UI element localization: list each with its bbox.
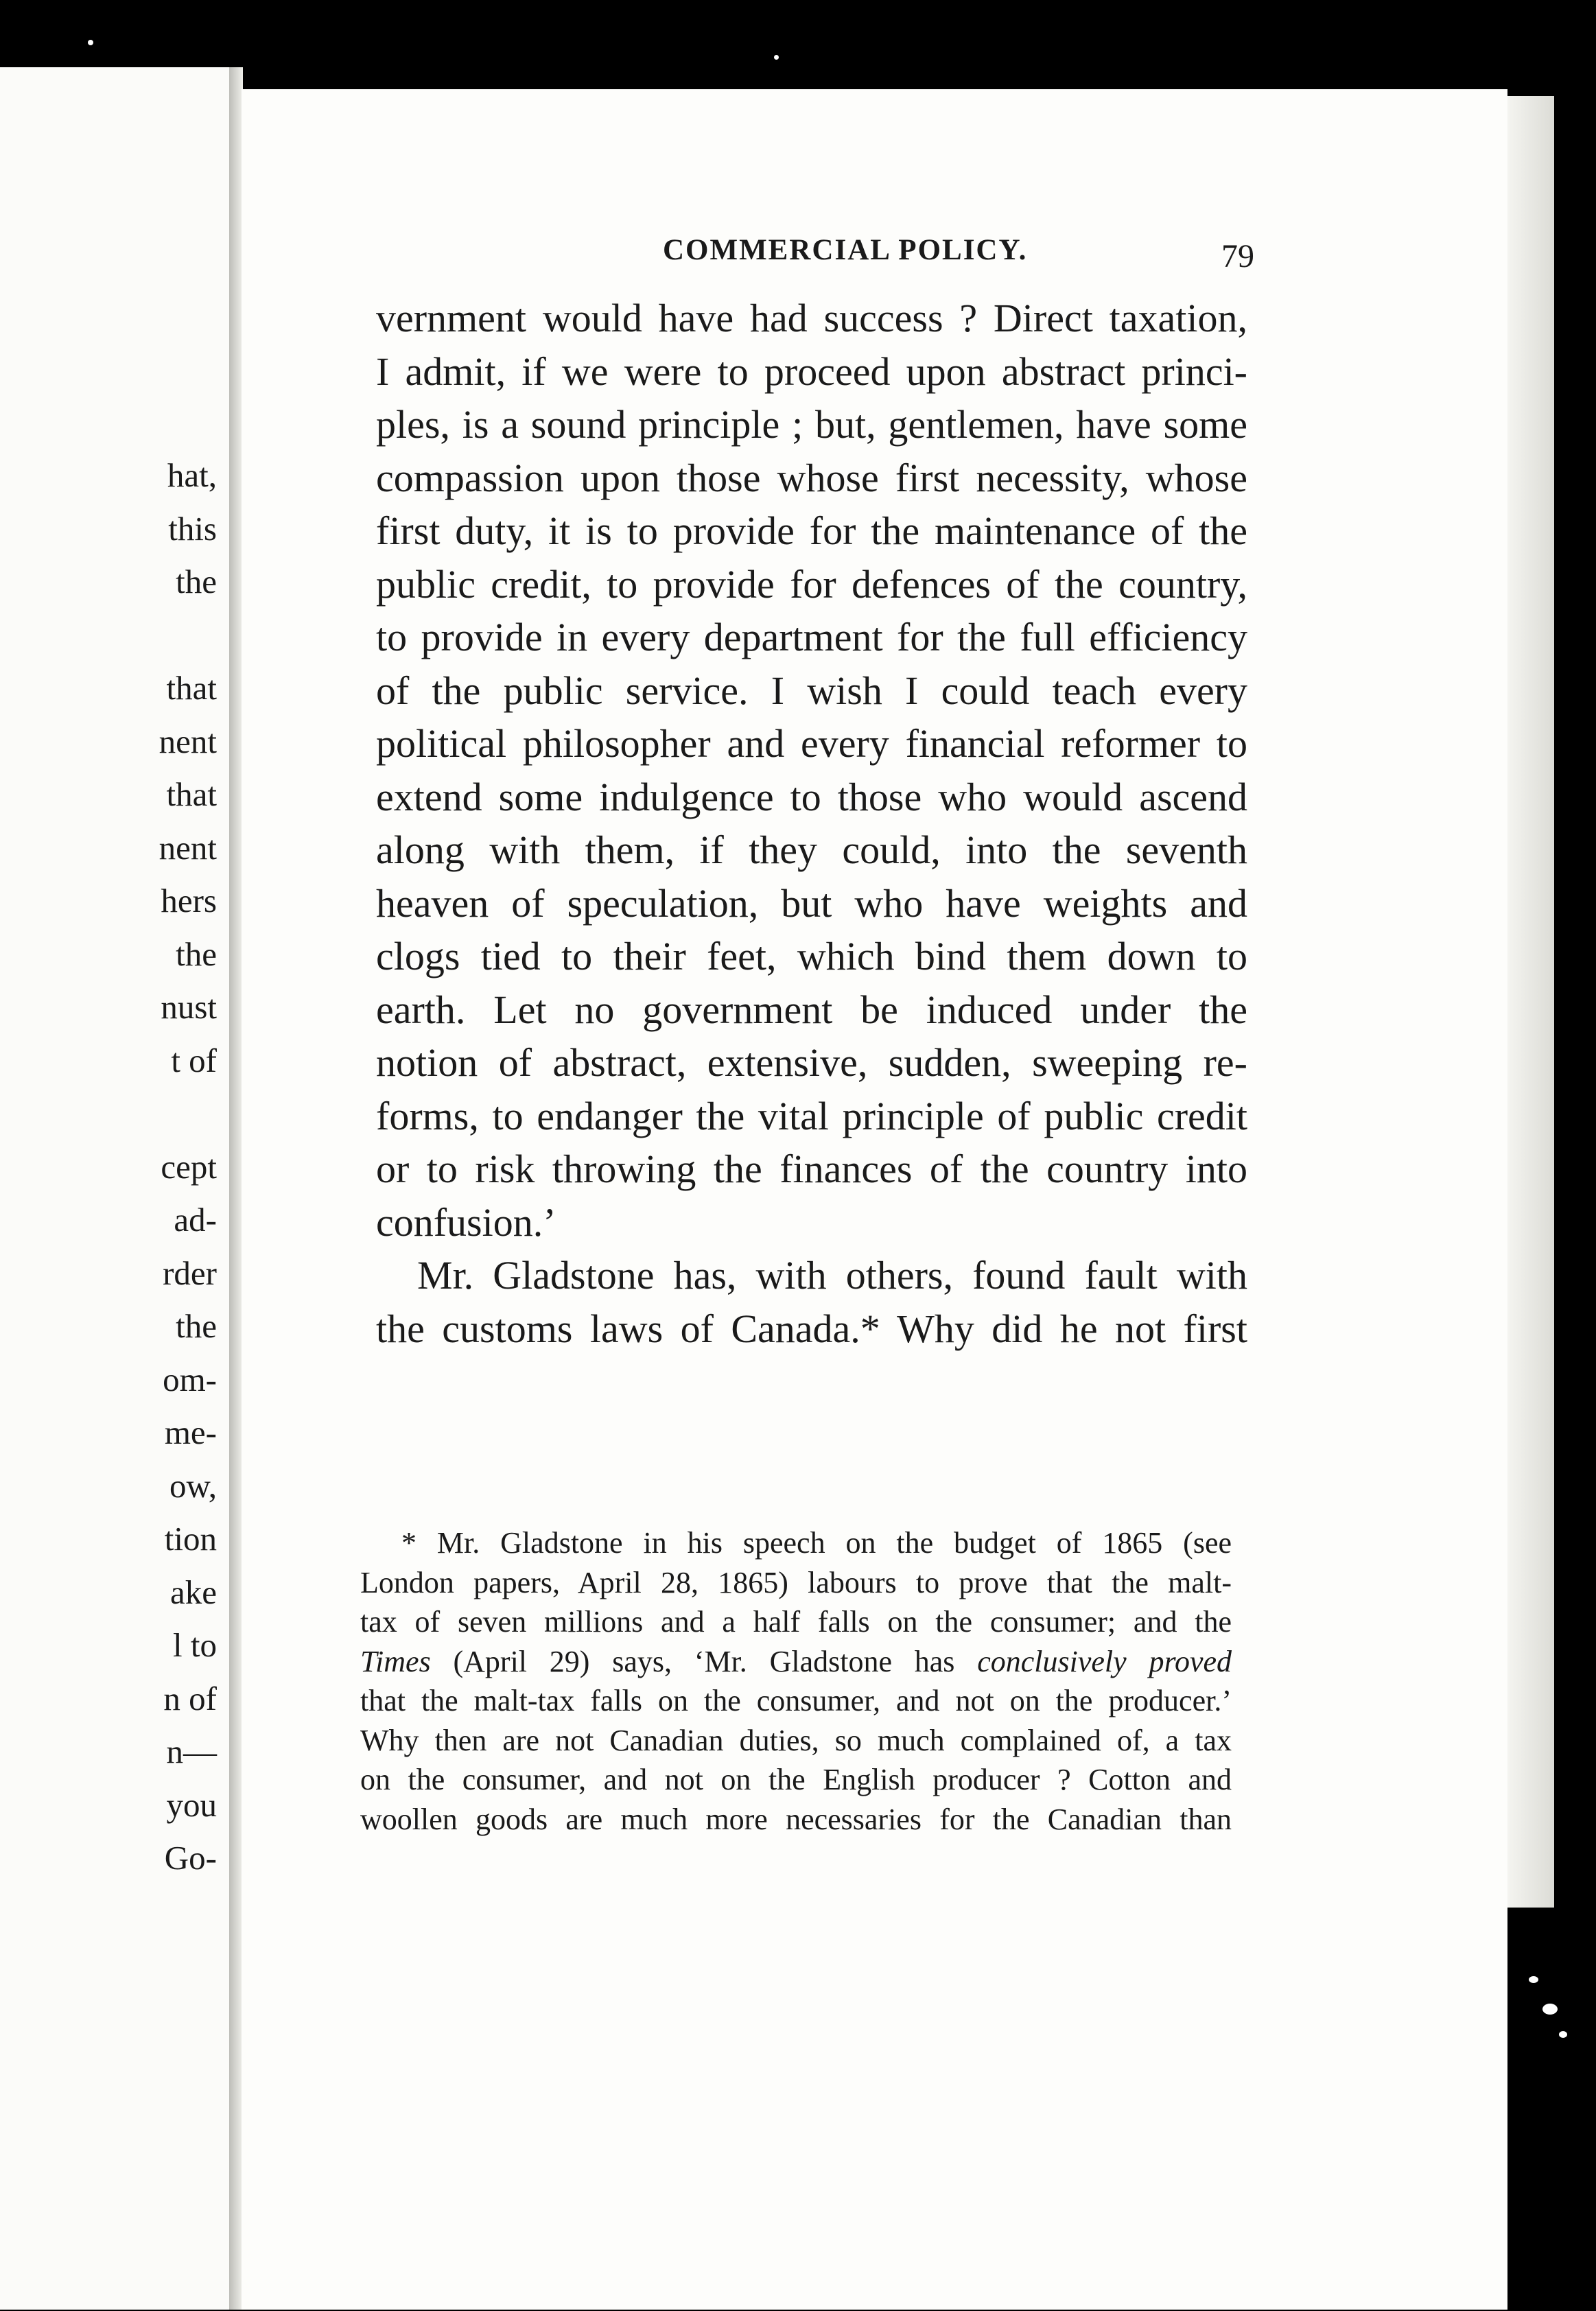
book-gutter	[229, 67, 243, 2310]
facing-page-fragment: l to	[173, 1626, 217, 1664]
footnote-line: on the consumer, and not on the English producer ? Cotton and	[360, 1763, 1232, 1796]
scan-speck	[1559, 2031, 1567, 2038]
scan-speck	[88, 40, 93, 45]
scan-speck	[1529, 1976, 1538, 1983]
facing-page-fragment: Go-	[164, 1839, 217, 1877]
page-edge	[1507, 96, 1554, 1908]
body-line: notion of abstract, extensive, sudden, sweeping re-	[376, 1040, 1247, 1085]
footnote	[360, 1523, 1232, 1839]
facing-page-fragment: cept	[161, 1147, 217, 1186]
facing-page-text-fragments	[159, 449, 217, 1885]
facing-page-fragment: t of	[171, 1041, 217, 1079]
footnote-line: London papers, April 28, 1865) labours to prove that the malt-	[360, 1565, 1232, 1599]
body-line: extend some indulgence to those who would ascend	[376, 774, 1247, 819]
body-line: public credit, to provide for defences of the country,	[376, 561, 1247, 607]
facing-page-fragment: nust	[161, 988, 217, 1026]
body-line: along with them, if they could, into the seventh	[376, 828, 1247, 872]
facing-page-fragment: that	[166, 669, 217, 707]
body-line: or to risk throwing the finances of the country into	[376, 1147, 1247, 1191]
scan-speck	[774, 55, 779, 60]
facing-page-fragment: the	[176, 1307, 217, 1345]
body-line: first duty, it is to provide for the maintenance of the	[376, 508, 1247, 553]
footnote-line: woollen goods are much more necessaries for the Canadian than	[360, 1802, 1232, 1836]
facing-page-fragment: hers	[161, 882, 217, 919]
running-header	[384, 233, 1276, 281]
facing-page-fragment: om-	[163, 1360, 217, 1398]
facing-page-left	[0, 67, 237, 2310]
body-line: heaven of speculation, but who have weights and	[376, 880, 1247, 926]
facing-page-fragment: n—	[166, 1733, 217, 1770]
facing-page-blank-line	[159, 1087, 217, 1140]
body-text	[376, 292, 1247, 1355]
facing-page-fragment: that	[166, 775, 217, 813]
body-line: earth. Let no government be induced under the	[376, 987, 1247, 1032]
body-line: political philosopher and every financial reformer to	[376, 721, 1247, 766]
body-line: the customs laws of Canada.* Why did he not first	[376, 1306, 1247, 1351]
page-number: 79	[1221, 238, 1254, 274]
facing-page-fragment: me-	[164, 1413, 217, 1451]
body-line: compassion upon those whose first necessity, whose	[376, 455, 1247, 500]
facing-page-fragment: nent	[159, 722, 217, 760]
body-line: confusion.’	[376, 1199, 556, 1245]
body-line: vernment would have had success ? Direct taxation,	[376, 296, 1247, 340]
footnote-line: Why then are not Canadian duties, so much complained of, a tax	[360, 1723, 1232, 1757]
body-line: I admit, if we were to proceed upon abstract princi-	[376, 349, 1247, 394]
footnote-line: that the malt-tax falls on the consumer, and not on the producer.’	[360, 1684, 1232, 1717]
footnote-text: (April 29) says, ‘Mr. Gladstone has	[430, 1644, 978, 1678]
body-line: forms, to endanger the vital principle of public credit	[376, 1093, 1247, 1138]
facing-page-fragment: the	[176, 935, 217, 973]
body-line: of the public service. I wish I could teach every	[376, 668, 1247, 713]
body-line: to provide in every department for the full efficiency	[376, 615, 1247, 659]
footnote-line: * Mr. Gladstone in his speech on the budget of 1865 (see	[401, 1526, 1232, 1560]
facing-page-fragment: ow,	[169, 1466, 217, 1505]
footnote-line	[360, 1642, 1232, 1682]
facing-page-fragment: ake	[170, 1573, 217, 1611]
facing-page-fragment: ad-	[174, 1201, 217, 1239]
body-line: ples, is a sound principle ; but, gentlemen, have some	[376, 402, 1247, 447]
footnote-line: tax of seven millions and a half falls on the consumer; and the	[360, 1605, 1232, 1639]
facing-page-fragment: this	[168, 509, 217, 548]
facing-page-fragment: nent	[159, 828, 217, 867]
facing-page-fragment: rder	[163, 1254, 217, 1292]
facing-page-fragment: you	[166, 1785, 217, 1824]
running-title: COMMERCIAL POLICY.	[663, 234, 1028, 266]
body-line: Mr. Gladstone has, with others, found fault with	[417, 1253, 1247, 1298]
italic-phrase: conclusively proved	[977, 1644, 1232, 1678]
facing-page-blank-line	[159, 609, 217, 662]
facing-page-fragment: n of	[163, 1679, 217, 1717]
italic-times: Times	[360, 1644, 431, 1678]
facing-page-fragment: tion	[164, 1520, 217, 1558]
scan-speck	[1542, 2004, 1558, 2015]
facing-page-fragment: hat,	[167, 456, 217, 494]
facing-page-fragment: the	[176, 563, 217, 600]
body-line: clogs tied to their feet, which bind them down to	[376, 934, 1247, 978]
